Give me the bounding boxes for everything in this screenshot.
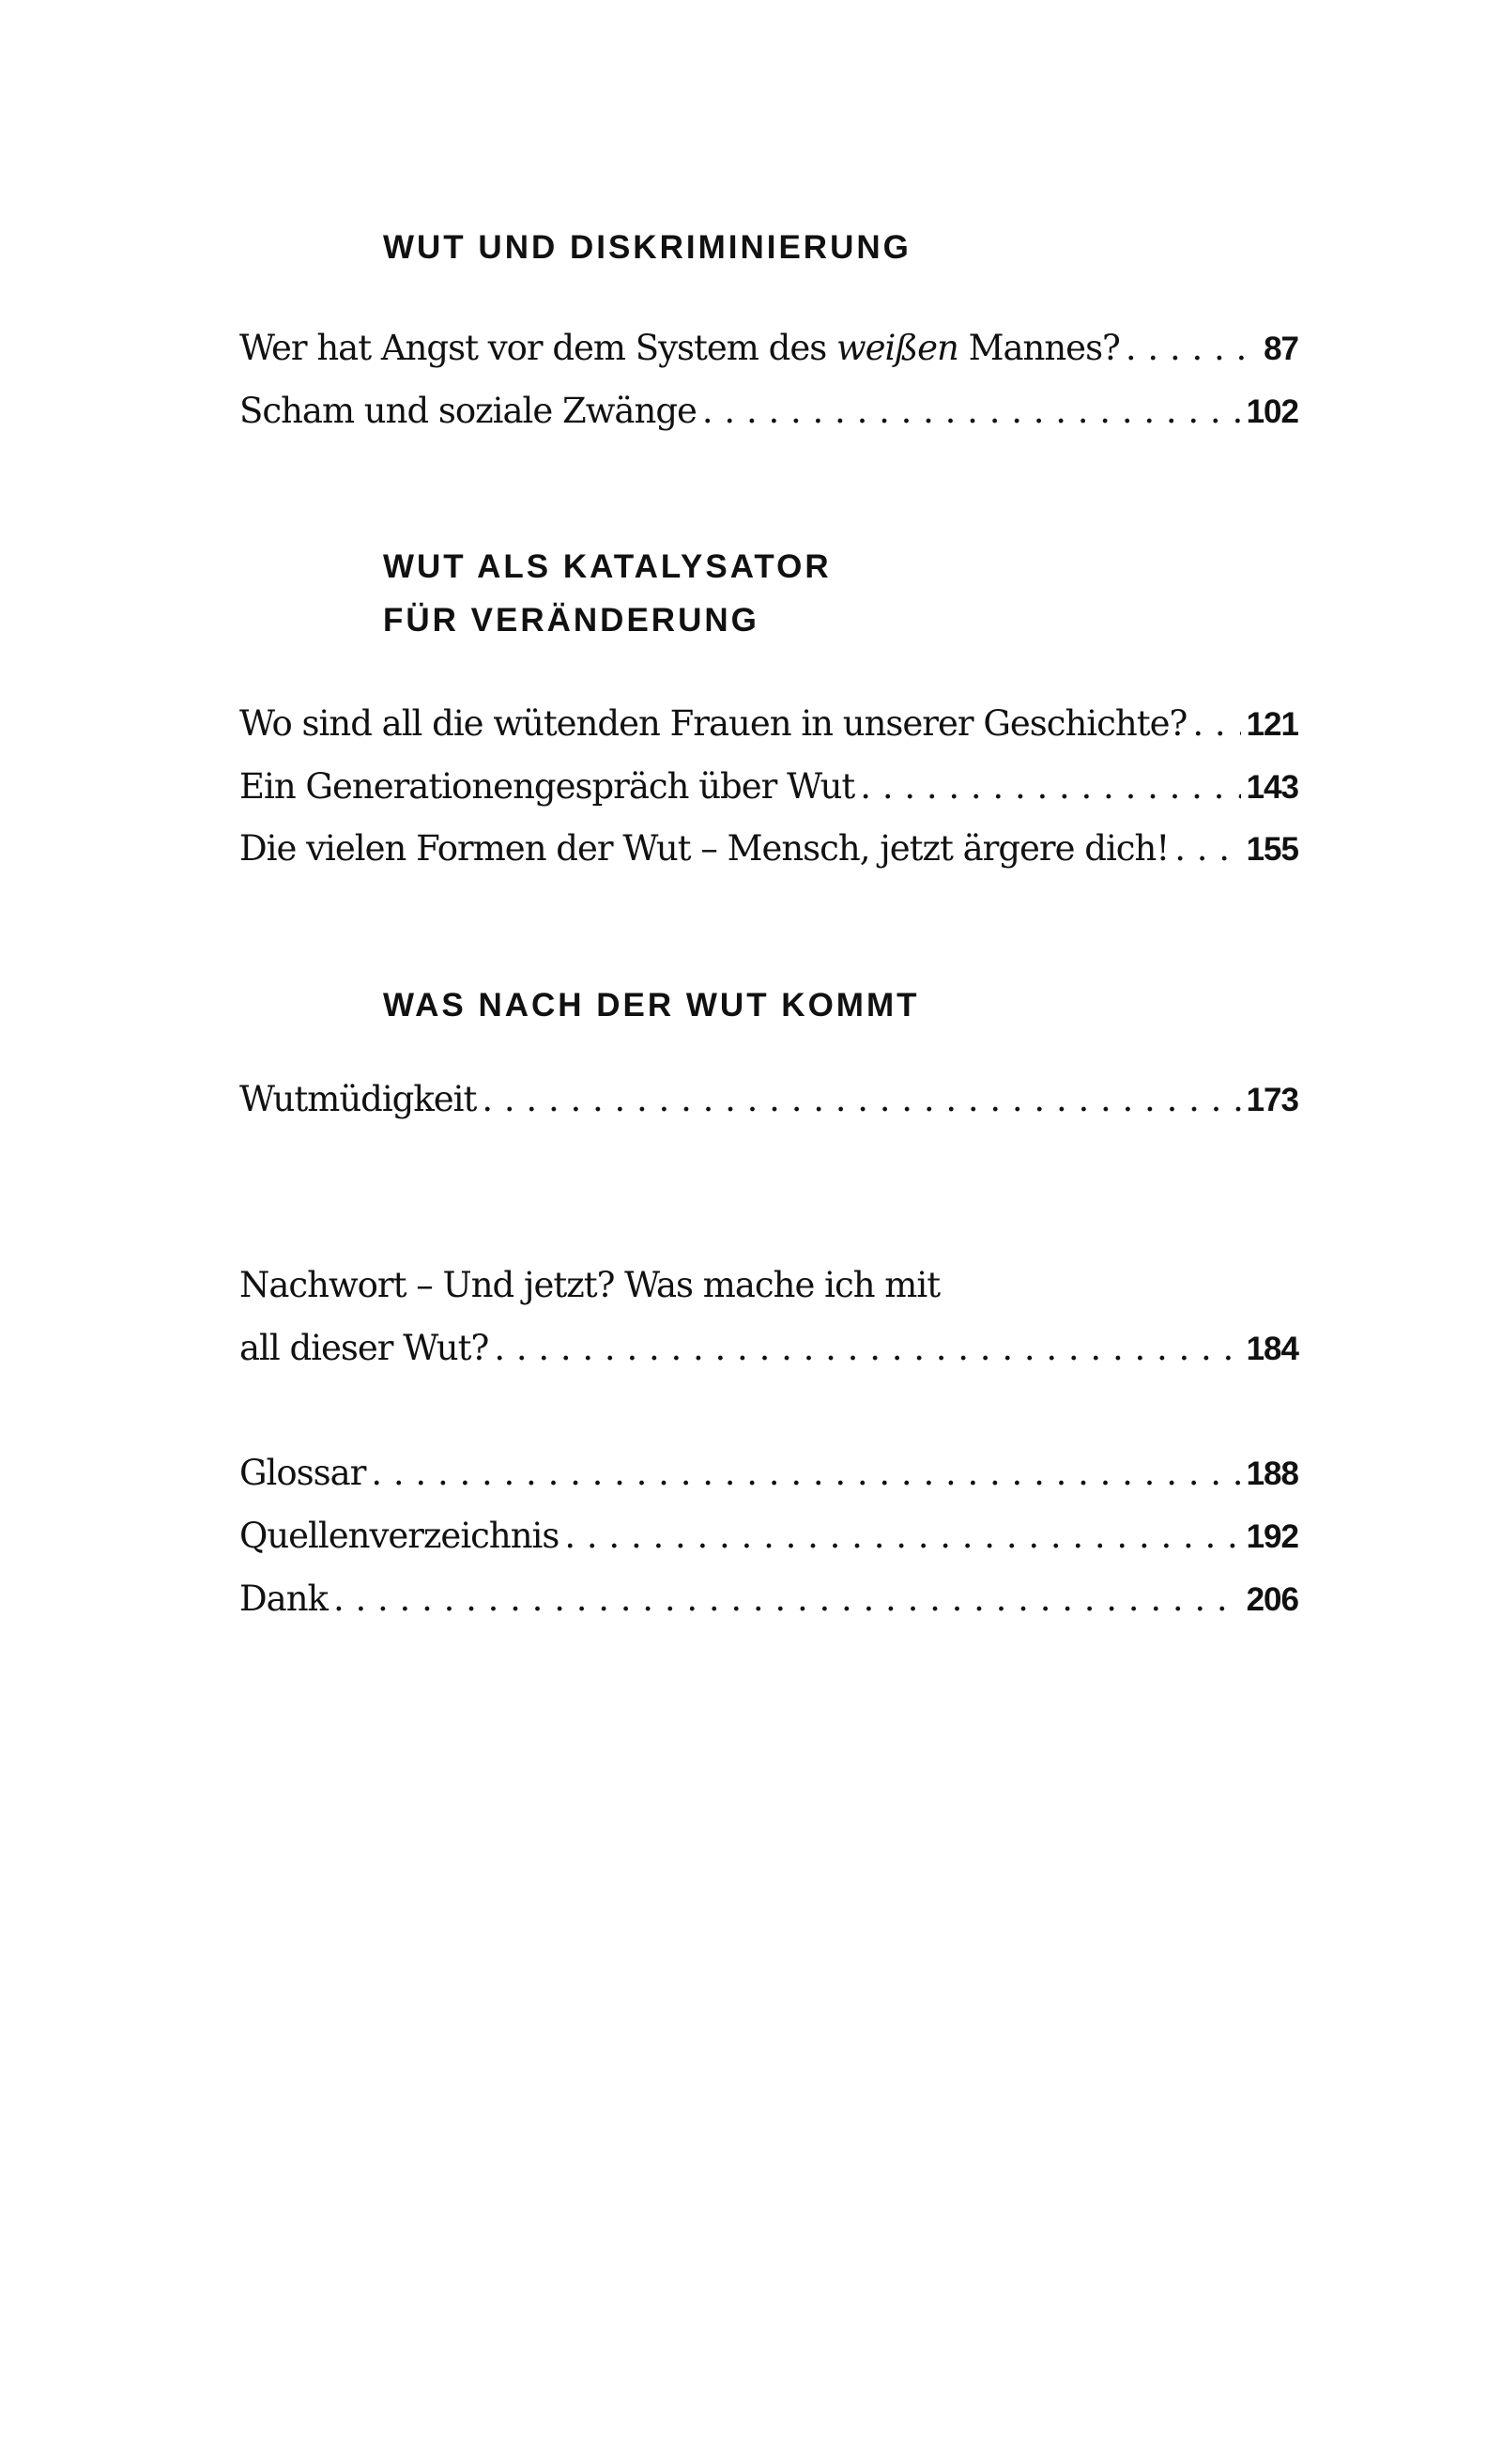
page-number: 206 [1246, 1581, 1298, 1618]
dot-leader [333, 1567, 1241, 1630]
entry-title: Wutmüdigkeit [239, 1079, 477, 1119]
toc-entry[interactable] [239, 692, 1298, 755]
dot-leader [1126, 316, 1258, 379]
section-heading: WUT UND DISKRIMINIERUNG [383, 229, 912, 266]
dot-leader [1174, 817, 1240, 880]
section-heading: WAS NACH DER WUT KOMMT [383, 987, 920, 1024]
entry-title-line[interactable]: Nachwort – Und jetzt? Was mache ich mit [239, 1265, 941, 1305]
entry-title: Ein Generationengespräch über Wut [239, 766, 855, 807]
toc-entry[interactable] [239, 1441, 1298, 1504]
entry-title: Wer hat Angst vor dem System des weißen Mannes? [239, 328, 1120, 368]
page-number: 173 [1246, 1082, 1298, 1118]
page-number: 143 [1246, 769, 1298, 806]
dot-leader [482, 1068, 1240, 1131]
section-heading: FÜR VERÄNDERUNG [383, 602, 759, 639]
entry-title: Scham und soziale Zwänge [239, 391, 697, 431]
entry-title: Die vielen Formen der Wut – Mensch, jetzt ärgere dich! [239, 828, 1170, 869]
entry-title: all dieser Wut? [239, 1328, 489, 1368]
entry-title: Glossar [239, 1453, 366, 1493]
toc-entry[interactable] [239, 379, 1298, 442]
dot-leader [860, 755, 1240, 818]
dot-leader [371, 1441, 1240, 1504]
page-number: 155 [1246, 831, 1298, 868]
page-number: 87 [1264, 331, 1298, 367]
toc-entry[interactable] [239, 1567, 1298, 1630]
entry-title: Quellenverzeichnis [239, 1516, 559, 1556]
page-number: 192 [1246, 1518, 1298, 1555]
section-heading: WUT ALS KATALYSATOR [383, 548, 832, 585]
entry-title: Wo sind all die wütenden Frauen in unserer Geschichte? [239, 703, 1188, 744]
dot-leader [494, 1317, 1240, 1379]
page-number: 188 [1246, 1455, 1298, 1492]
page-number: 102 [1246, 393, 1298, 430]
toc-entry[interactable] [239, 755, 1298, 818]
toc-entry[interactable] [239, 316, 1298, 379]
page-number: 184 [1246, 1331, 1298, 1367]
toc-entry[interactable] [239, 1504, 1298, 1567]
toc-entry[interactable] [239, 1317, 1298, 1379]
dot-leader [702, 379, 1241, 442]
dot-leader [1192, 692, 1240, 755]
toc-entry[interactable] [239, 817, 1298, 880]
dot-leader [564, 1504, 1240, 1567]
toc-entry[interactable] [239, 1068, 1298, 1131]
page-number: 121 [1246, 706, 1298, 743]
entry-title: Dank [239, 1578, 328, 1619]
